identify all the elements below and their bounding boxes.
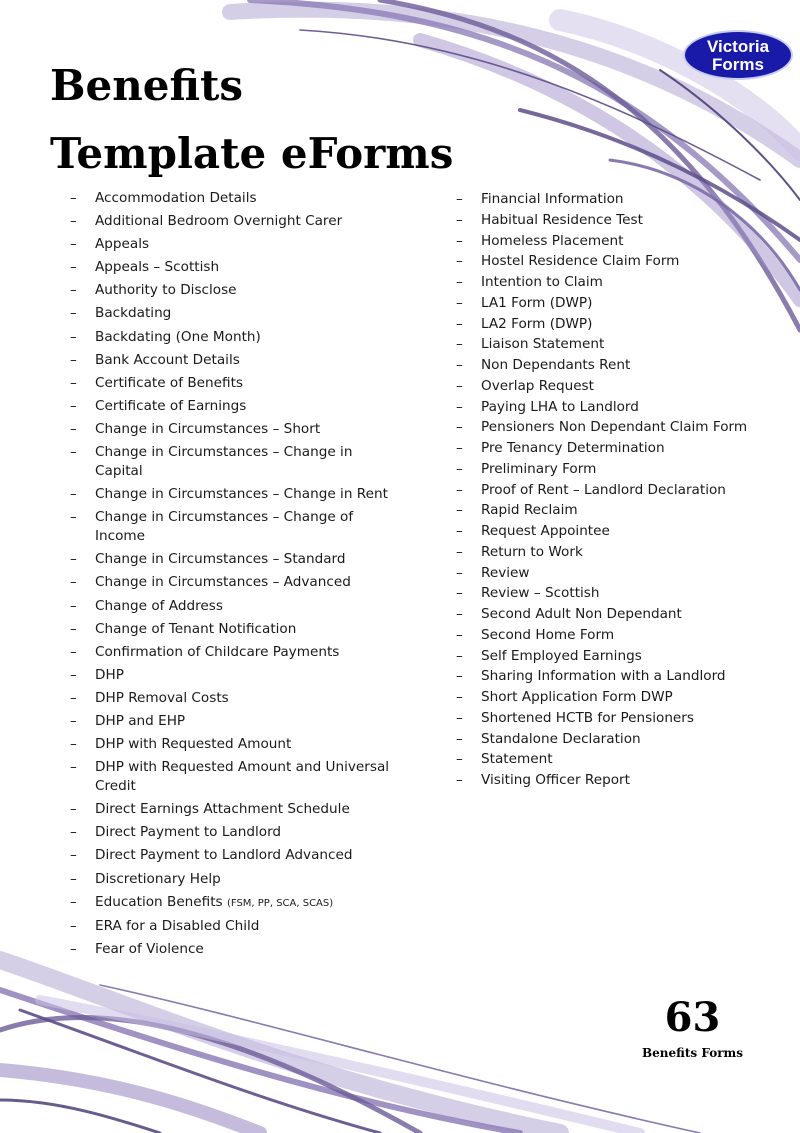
form-name: Preliminary Form — [481, 460, 597, 477]
form-name: Change of Address — [95, 597, 223, 614]
form-list-item — [456, 730, 776, 749]
logo-line-1: Victoria — [706, 37, 770, 56]
title-line-2: Template eForms — [50, 129, 454, 178]
form-list-item — [70, 846, 390, 865]
form-list-item — [70, 304, 390, 323]
form-list-item — [70, 508, 390, 546]
form-list-item — [70, 917, 390, 936]
form-list-item — [456, 335, 776, 354]
form-name: DHP and EHP — [95, 712, 186, 729]
form-list-item — [456, 481, 776, 500]
form-list-item — [456, 543, 776, 562]
form-list-item — [456, 356, 776, 375]
form-name: Review – Scottish — [481, 585, 600, 602]
form-list-item — [70, 620, 390, 639]
form-name: Review — [481, 564, 530, 581]
form-list-item — [70, 758, 390, 796]
page-title — [50, 52, 453, 188]
form-list-item — [70, 258, 390, 277]
form-list-item — [70, 281, 390, 300]
form-list-item — [70, 735, 390, 754]
form-list-item — [70, 328, 390, 347]
form-name: Self Employed Earnings — [481, 647, 642, 664]
form-list-item — [456, 211, 776, 230]
forms-count: 63 — [664, 994, 721, 1041]
form-list-item — [70, 712, 390, 731]
form-list-item — [70, 235, 390, 254]
form-name: Direct Payment to Landlord Advanced — [95, 847, 353, 864]
form-list-item — [70, 550, 390, 569]
form-list-item — [70, 485, 390, 504]
form-name: Appeals – Scottish — [95, 259, 220, 276]
forms-count-label: Benefits Forms — [642, 1046, 743, 1060]
form-name: Return to Work — [481, 543, 583, 560]
form-name: Pre Tenancy Determination — [481, 440, 665, 456]
form-list-item — [70, 212, 390, 231]
form-name: DHP Removal Costs — [95, 689, 229, 706]
victoria-forms-logo — [683, 30, 793, 80]
form-name: LA1 Form (DWP) — [481, 294, 593, 311]
form-list-item — [70, 940, 390, 959]
form-list-item — [70, 443, 390, 481]
form-list-item — [70, 643, 390, 662]
form-name: Short Application Form DWP — [481, 689, 673, 705]
form-name: Change in Circumstances – Standard — [95, 551, 346, 568]
forms-list-right — [456, 190, 776, 792]
form-name: Visiting Officer Report — [481, 772, 630, 788]
form-name: Intention to Claim — [481, 274, 603, 290]
form-list-item — [70, 374, 390, 393]
form-name: LA2 Form (DWP) — [481, 315, 593, 332]
form-list-item — [456, 273, 776, 292]
form-list-item — [70, 597, 390, 616]
form-list-item — [456, 252, 776, 271]
form-name: Liaison Statement — [481, 336, 605, 353]
form-name: Bank Account Details — [95, 351, 240, 368]
form-name: Confirmation of Childcare Payments — [95, 643, 340, 660]
form-list-item — [456, 418, 776, 437]
form-list-item — [70, 666, 390, 685]
form-name: Authority to Disclose — [95, 282, 237, 299]
form-name: Second Adult Non Dependant — [481, 606, 682, 622]
form-name: Direct Earnings Attachment Schedule — [95, 801, 350, 818]
form-list-item — [70, 823, 390, 842]
form-list-item — [456, 647, 776, 666]
form-name: Hostel Residence Claim Form — [481, 253, 680, 270]
form-name: Financial Information — [481, 191, 624, 207]
form-name: DHP with Requested Amount — [95, 736, 292, 753]
form-name: Shortened HCTB for Pensioners — [481, 709, 694, 726]
form-name: Second Home Form — [481, 626, 615, 643]
form-name: Change in Circumstances – Change in Capital — [95, 444, 353, 480]
form-list-item — [456, 626, 776, 645]
form-list-item — [70, 420, 390, 439]
form-name: DHP — [95, 666, 124, 683]
form-name: Backdating (One Month) — [95, 328, 261, 345]
form-list-item — [70, 351, 390, 370]
form-name: Discretionary Help — [95, 870, 221, 887]
form-list-item — [456, 750, 776, 769]
form-list-item — [456, 460, 776, 479]
form-name: Education Benefits — [95, 893, 223, 910]
form-name: Appeals — [95, 236, 150, 253]
form-name: Statement — [481, 751, 553, 768]
education-benefits-note: (FSM, PP, SCA, SCAS) — [226, 897, 334, 909]
form-list-item — [456, 294, 776, 313]
form-name: Change in Circumstances – Short — [95, 420, 321, 437]
form-list-item — [456, 522, 776, 541]
form-name: Certificate of Benefits — [95, 374, 243, 391]
form-name: Accommodation Details — [95, 190, 257, 206]
form-name: Change in Circumstances – Change of Income — [95, 509, 354, 545]
form-list-item — [70, 870, 390, 889]
form-list-item — [70, 893, 390, 913]
form-name: Fear of Violence — [95, 940, 204, 957]
form-list-item — [456, 439, 776, 458]
form-list-item — [456, 709, 776, 728]
form-name: Paying LHA to Landlord — [481, 398, 639, 415]
form-name: Change of Tenant Notification — [95, 620, 297, 637]
form-list-item — [456, 190, 776, 209]
form-list-item — [456, 398, 776, 417]
form-name: Homeless Placement — [481, 232, 624, 249]
form-list-item — [70, 397, 390, 416]
form-list-item — [456, 564, 776, 583]
form-list-item — [70, 189, 390, 208]
form-name: Non Dependants Rent — [481, 357, 631, 373]
form-list-item — [456, 688, 776, 707]
logo-line-2: Forms — [712, 55, 764, 74]
form-name: Overlap Request — [481, 377, 594, 394]
form-name: Proof of Rent – Landlord Declaration — [481, 481, 726, 498]
form-list-item — [456, 501, 776, 520]
form-list-item — [456, 667, 776, 686]
form-name: ERA for a Disabled Child — [95, 917, 260, 934]
form-name: Change in Circumstances – Advanced — [95, 574, 351, 591]
form-name: Certificate of Earnings — [95, 397, 247, 414]
form-name: Additional Bedroom Overnight Carer — [95, 213, 343, 230]
form-name: Direct Payment to Landlord — [95, 824, 282, 841]
title-line-1: Benefits — [50, 61, 244, 110]
form-list-item — [456, 232, 776, 251]
form-list-item — [456, 377, 776, 396]
form-list-item — [456, 771, 776, 790]
form-list-item — [70, 800, 390, 819]
form-name: DHP with Requested Amount and Universal Credit — [95, 759, 390, 795]
form-list-item — [70, 689, 390, 708]
form-list-item — [456, 605, 776, 624]
form-name: Habitual Residence Test — [481, 211, 643, 228]
forms-list-left — [70, 189, 390, 963]
form-list-item — [70, 573, 390, 592]
form-name: Request Appointee — [481, 523, 610, 539]
form-name: Standalone Declaration — [481, 730, 641, 747]
form-name: Backdating — [95, 305, 172, 322]
form-name: Pensioners Non Dependant Claim Form — [481, 419, 748, 436]
form-name: Rapid Reclaim — [481, 502, 578, 519]
form-name: Sharing Information with a Landlord — [481, 668, 726, 685]
form-name: Change in Circumstances – Change in Rent — [95, 486, 388, 503]
form-list-item — [456, 315, 776, 334]
form-list-item — [456, 584, 776, 603]
